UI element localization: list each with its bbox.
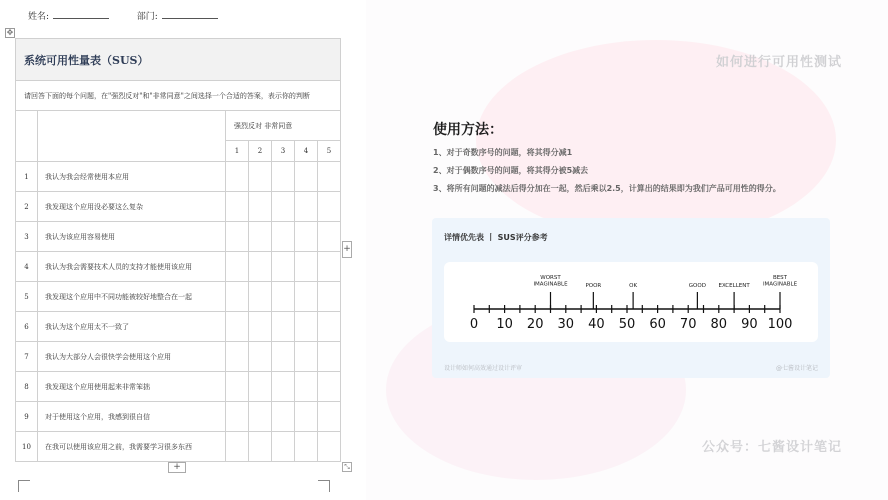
question-text: 在我可以使用该应用之前，我需要学习很多东西 (38, 432, 226, 462)
question-row (16, 252, 341, 282)
answer-cell[interactable] (318, 162, 341, 192)
scale-number: 4 (295, 141, 318, 162)
card-footnote: 设计师如何高效通过设计评审 (444, 365, 523, 372)
scale-tick-label: 90 (741, 317, 758, 332)
question-row (16, 222, 341, 252)
add-row-button[interactable]: + (168, 462, 186, 473)
answer-cell[interactable] (295, 222, 318, 252)
header-num-cell[interactable] (16, 111, 38, 162)
scale-tick-label: 0 (469, 317, 479, 332)
usage-title: 使用方法： (433, 122, 503, 138)
name-field[interactable] (53, 10, 109, 19)
scale-tick-label: 60 (649, 317, 666, 332)
scale-marker-label: EXCELLENT (718, 283, 750, 289)
answer-cell[interactable] (226, 192, 249, 222)
answer-cell[interactable] (295, 282, 318, 312)
page-corner-marker (318, 480, 330, 492)
table-title: 系统可用性量表（SUS） (16, 39, 341, 81)
answer-cell[interactable] (295, 162, 318, 192)
answer-cell[interactable] (272, 162, 295, 192)
sus-reference-card (432, 218, 830, 378)
answer-cell[interactable] (226, 342, 249, 372)
answer-cell[interactable] (226, 162, 249, 192)
card-title: 详情优先表 丨 SUS评分参考 (444, 233, 548, 242)
question-number: 9 (16, 402, 38, 432)
add-column-button[interactable]: + (342, 241, 352, 258)
answer-cell[interactable] (272, 312, 295, 342)
answer-cell[interactable] (226, 372, 249, 402)
answer-cell[interactable] (249, 402, 272, 432)
answer-cell[interactable] (272, 342, 295, 372)
answer-cell[interactable] (318, 402, 341, 432)
answer-cell[interactable] (249, 222, 272, 252)
answer-cell[interactable] (295, 432, 318, 462)
question-text: 我发现这个应用中不同功能被较好地整合在一起 (38, 282, 226, 312)
answer-cell[interactable] (249, 372, 272, 402)
scale-tick-label: 40 (588, 317, 605, 332)
name-label: 姓名: (28, 12, 50, 22)
answer-cell[interactable] (318, 342, 341, 372)
answer-cell[interactable] (295, 342, 318, 372)
answer-cell[interactable] (249, 432, 272, 462)
usage-item: 1、对于奇数序号的问题，将其得分减1 (433, 148, 573, 157)
question-number: 1 (16, 162, 38, 192)
question-text: 我认为我会经常使用本应用 (38, 162, 226, 192)
scale-label: 强烈反对 非常同意 (226, 111, 341, 141)
scale-number: 3 (272, 141, 295, 162)
scale-marker-label: GOOD (688, 283, 706, 289)
scale-number: 2 (249, 141, 272, 162)
question-row (16, 372, 341, 402)
answer-cell[interactable] (226, 252, 249, 282)
scale-tick-label: 70 (679, 317, 697, 332)
question-text: 我发现这个应用使用起来非常笨拙 (38, 372, 226, 402)
answer-cell[interactable] (226, 282, 249, 312)
answer-cell[interactable] (249, 282, 272, 312)
table-resize-handle-icon[interactable]: ⤡ (342, 462, 352, 472)
question-text: 我认为这个应用太不一致了 (38, 312, 226, 342)
answer-cell[interactable] (295, 252, 318, 282)
question-number: 3 (16, 222, 38, 252)
background-decoration (476, 40, 836, 240)
question-number: 6 (16, 312, 38, 342)
scale-tick-label: 20 (526, 317, 544, 332)
answer-cell[interactable] (295, 372, 318, 402)
scale-marker-label: WORST IMAGINABLE (533, 275, 568, 288)
table-instruction: 请回答下面的每个问题，在"强烈反对"和"非常同意"之间选择一个合适的答案，表示你的判断 (16, 81, 341, 111)
question-text: 我认为该应用容易使用 (38, 222, 226, 252)
scale-number: 1 (226, 141, 249, 162)
question-row (16, 312, 341, 342)
answer-cell[interactable] (226, 312, 249, 342)
answer-cell[interactable] (318, 312, 341, 342)
answer-cell[interactable] (249, 192, 272, 222)
answer-cell[interactable] (272, 222, 295, 252)
scale-tick-label: 30 (557, 317, 575, 332)
question-row (16, 192, 341, 222)
answer-cell[interactable] (272, 282, 295, 312)
scale-marker-label: POOR (585, 283, 602, 289)
question-text: 我认为大部分人会很快学会使用这个应用 (38, 342, 226, 372)
scale-tick-label: 80 (710, 317, 728, 332)
scale-marker-label: BEST IMAGINABLE (762, 275, 798, 288)
answer-cell[interactable] (272, 252, 295, 282)
page-corner-marker (18, 480, 30, 492)
answer-cell[interactable] (318, 432, 341, 462)
answer-cell[interactable] (272, 372, 295, 402)
question-row (16, 402, 341, 432)
answer-cell[interactable] (272, 432, 295, 462)
sus-scale-svg (444, 262, 818, 342)
card-credit: @七酱设计笔记 (775, 365, 818, 372)
answer-cell[interactable] (226, 432, 249, 462)
answer-cell[interactable] (249, 312, 272, 342)
dept-label: 部门: (136, 12, 158, 22)
answer-cell[interactable] (272, 192, 295, 222)
answer-cell[interactable] (249, 252, 272, 282)
header-question-cell[interactable] (38, 111, 226, 162)
sus-table (15, 38, 341, 462)
slide-footer: 公众号：七酱设计笔记 (701, 440, 842, 455)
usage-item: 2、对于偶数序号的问题，将其得分被5减去 (433, 166, 589, 175)
answer-cell[interactable] (318, 252, 341, 282)
slide-section-title: 如何进行可用性测试 (715, 55, 842, 70)
slide-panel (366, 0, 888, 500)
answer-cell[interactable] (318, 222, 341, 252)
table-move-handle-icon[interactable]: ✥ (6, 28, 14, 37)
question-number: 10 (16, 432, 38, 462)
scale-tick-label: 50 (618, 317, 636, 332)
answer-cell[interactable] (226, 222, 249, 252)
answer-cell[interactable] (318, 372, 341, 402)
sus-scale-chart (444, 262, 818, 342)
answer-cell[interactable] (272, 402, 295, 432)
question-number: 7 (16, 342, 38, 372)
question-number: 2 (16, 192, 38, 222)
answer-cell[interactable] (249, 342, 272, 372)
answer-cell[interactable] (295, 312, 318, 342)
question-number: 4 (16, 252, 38, 282)
question-number: 5 (16, 282, 38, 312)
question-row (16, 162, 341, 192)
answer-cell[interactable] (318, 282, 341, 312)
answer-cell[interactable] (249, 162, 272, 192)
answer-cell[interactable] (226, 402, 249, 432)
question-row (16, 342, 341, 372)
scale-tick-label: 100 (767, 317, 793, 332)
scale-marker-label: OK (629, 283, 638, 289)
form-fields (28, 9, 218, 22)
scale-number: 5 (318, 141, 341, 162)
usage-item: 3、将所有问题的减法后得分加在一起，然后乘以2.5，计算出的结果即为我们产品可用性的得分。 (433, 184, 781, 193)
question-row (16, 282, 341, 312)
answer-cell[interactable] (318, 192, 341, 222)
answer-cell[interactable] (295, 402, 318, 432)
question-text: 我认为我会需要技术人员的支持才能使用该应用 (38, 252, 226, 282)
question-row (16, 432, 341, 462)
question-text: 对于使用这个应用，我感到很自信 (38, 402, 226, 432)
scale-tick-label: 10 (496, 317, 513, 332)
dept-field[interactable] (162, 10, 218, 19)
question-text: 我发现这个应用没必要这么复杂 (38, 192, 226, 222)
question-number: 8 (16, 372, 38, 402)
document-panel (0, 0, 362, 500)
answer-cell[interactable] (295, 192, 318, 222)
usage-list (433, 146, 781, 200)
